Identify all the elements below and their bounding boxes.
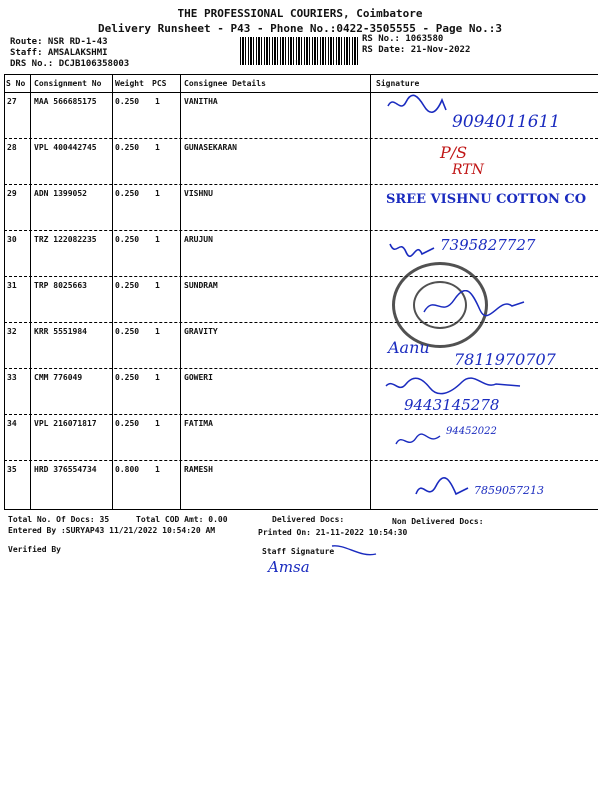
row-sno: 33 [7,373,17,382]
signature-scribble [394,430,444,452]
row-consignee: GOWERI [184,373,213,382]
table-top-border [4,74,598,75]
signature-scribble [420,290,530,320]
row-pcs: 1 [155,97,160,106]
row-consignment: VPL 216071817 [34,419,97,428]
row-consignment: MAA 566685175 [34,97,97,106]
row-pcs: 1 [155,327,160,336]
row-consignee: GUNASEKARAN [184,143,237,152]
row-consignee: GRAVITY [184,327,218,336]
row-weight: 0.250 [115,235,140,244]
row-pcs: 1 [155,373,160,382]
printed-on: Printed On: 21-11-2022 10:54:30 [258,528,408,537]
delivered-docs: Delivered Docs: [272,515,345,524]
signature-phone: 9443145278 [404,396,500,414]
signature-scribble [388,236,438,260]
col-header-weight: Weight [115,79,144,88]
signature-phone: 94452022 [446,426,497,437]
row-weight: 0.250 [115,419,140,428]
row-consignee: FATIMA [184,419,213,428]
staff-label: Staff: AMSALAKSHMI [10,48,108,58]
col-header-pcs: PCS [152,79,167,88]
table-bottom-border [4,509,598,510]
row-weight: 0.250 [115,373,140,382]
signature-note: RTN [452,162,484,178]
row-pcs: 1 [155,235,160,244]
row-consignee: RAMESH [184,465,213,474]
company-stamp-text: SREE VISHNU COTTON CO [386,192,587,207]
row-sno: 32 [7,327,17,336]
total-docs: Total No. Of Docs: 35 [8,515,110,524]
entered-by: Entered By :SURYAP43 11/21/2022 10:54:20 AM [8,526,216,535]
row-divider [4,276,598,277]
row-divider [4,460,598,461]
non-delivered-docs: Non Delivered Docs: [392,517,484,526]
page-title: THE PROFESSIONAL COURIERS, Coimbatore [177,7,423,20]
row-weight: 0.800 [115,465,140,474]
row-divider [4,322,598,323]
row-consignment: TRZ 122082235 [34,235,97,244]
row-consignee: ARUJUN [184,235,213,244]
row-consignment: TRP 8025663 [34,281,87,290]
signature-phone: 9094011611 [452,112,561,132]
row-weight: 0.250 [115,143,140,152]
row-pcs: 1 [155,189,160,198]
signature-phone: 7395827727 [440,236,536,254]
row-sno: 35 [7,465,17,474]
signature-scribble [330,540,380,560]
signature-phone: 7859057213 [474,484,544,497]
row-consignment: ADN 1399052 [34,189,87,198]
rs-number: RS No.: 1063580 [362,34,444,44]
signature-name: Aanu [388,338,430,357]
table-header-border [4,92,598,93]
verified-by-label: Verified By [8,545,61,554]
table-row [4,416,598,462]
signature-scribble [412,476,472,504]
row-consignment: CMM 776049 [34,373,83,382]
row-sno: 27 [7,97,17,106]
row-consignee: SUNDRAM [184,281,218,290]
row-sno: 29 [7,189,17,198]
row-sno: 31 [7,281,17,290]
row-weight: 0.250 [115,327,140,336]
staff-signature-label: Staff Signature [262,547,335,556]
total-cod-amount: Total COD Amt: 0.00 [136,515,228,524]
row-pcs: 1 [155,419,160,428]
signature-note: P/S [440,143,468,162]
col-header-consignment: Consignment No [34,79,102,88]
row-consignee: VANITHA [184,97,218,106]
row-pcs: 1 [155,281,160,290]
row-divider [4,414,598,415]
row-consignment: VPL 400442745 [34,143,97,152]
route-label: Route: NSR RD-1-43 [10,37,108,47]
signature-scribble [384,376,524,398]
row-pcs: 1 [155,465,160,474]
row-pcs: 1 [155,143,160,152]
staff-signature-name: Amsa [268,558,310,576]
drs-number: DRS No.: DCJB106358003 [10,59,130,69]
row-consignee: VISHNU [184,189,213,198]
row-divider [4,230,598,231]
row-consignment: HRD 376554734 [34,465,97,474]
col-header-sno: S No [6,79,26,88]
row-sno: 30 [7,235,17,244]
col-header-signature: Signature [376,79,420,88]
row-divider [4,184,598,185]
row-sno: 28 [7,143,17,152]
row-sno: 34 [7,419,17,428]
row-consignment: KRR 5551984 [34,327,87,336]
rs-date: RS Date: 21-Nov-2022 [362,45,471,55]
row-weight: 0.250 [115,281,140,290]
row-divider [4,138,598,139]
row-weight: 0.250 [115,97,140,106]
runsheet-line: Delivery Runsheet - P43 - Phone No.:0422-3505555 - Page No.:3 [98,22,502,35]
table-row [4,140,598,186]
barcode [240,37,358,65]
row-weight: 0.250 [115,189,140,198]
signature-phone: 7811970707 [454,350,556,369]
col-header-consignee: Consignee Details [184,79,266,88]
